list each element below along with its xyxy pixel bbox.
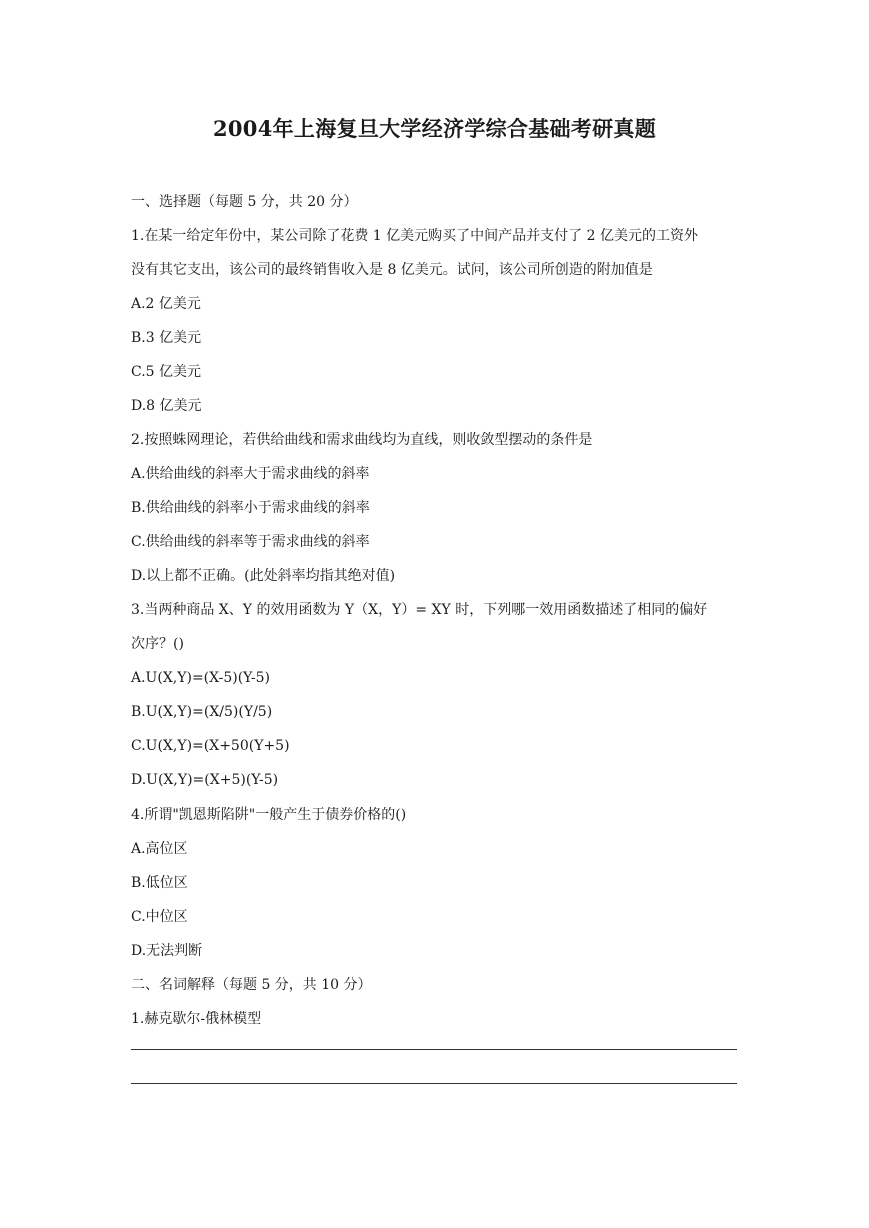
term-1-stem: 1.赫克歇尔-俄林模型 (131, 1011, 262, 1027)
answer-line (131, 1083, 737, 1084)
question-2-option-c: C.供给曲线的斜率等于需求曲线的斜率 (131, 534, 370, 550)
question-2-option-b: B.供给曲线的斜率小于需求曲线的斜率 (131, 500, 370, 516)
question-3-option-b: B.U(X,Y)=(X/5)(Y/5) (131, 704, 273, 720)
question-3-option-a: A.U(X,Y)=(X-5)(Y-5) (131, 670, 270, 686)
section-2-heading: 二、名词解释（每题 5 分，共 10 分） (131, 977, 372, 993)
question-3-stem-line-2: 次序？() (131, 636, 184, 652)
question-1-option-b: B.3 亿美元 (131, 330, 202, 346)
question-4-option-b: B.低位区 (131, 875, 188, 891)
question-3-option-c: C.U(X,Y)=(X+50(Y+5) (131, 738, 290, 754)
question-1-stem-line-1: 1.在某一给定年份中，某公司除了花费 1 亿美元购买了中间产品并支付了 2 亿美元的工资外 (131, 228, 698, 244)
question-4-stem: 4.所谓"凯恩斯陷阱"一般产生于债券价格的() (131, 807, 407, 823)
question-4-option-c: C.中位区 (131, 909, 188, 925)
question-1-option-a: A.2 亿美元 (131, 296, 201, 312)
section-1-heading: 一、选择题（每题 5 分，共 20 分） (131, 194, 358, 210)
question-2-option-d: D.以上都不正确。(此处斜率均指其绝对值) (131, 568, 396, 584)
question-1-option-c: C.5 亿美元 (131, 364, 202, 380)
page-title: 2004年上海复旦大学经济学综合基础考研真题 (212, 116, 657, 141)
question-1-stem-line-2: 没有其它支出，该公司的最终销售收入是 8 亿美元。试问，该公司所创造的附加值是 (131, 262, 653, 278)
question-4-option-a: A.高位区 (131, 841, 188, 857)
question-4-option-d: D.无法判断 (131, 943, 203, 959)
answer-line (131, 1049, 737, 1050)
question-2-option-a: A.供给曲线的斜率大于需求曲线的斜率 (131, 466, 370, 482)
question-3-option-d: D.U(X,Y)=(X+5)(Y-5) (131, 772, 279, 788)
question-1-option-d: D.8 亿美元 (131, 398, 202, 414)
question-2-stem: 2.按照蛛网理论，若供给曲线和需求曲线均为直线，则收敛型摆动的条件是 (131, 432, 593, 448)
question-3-stem-line-1: 3.当两种商品 X、Y 的效用函数为 Y（X，Y）= XY 时，下列哪一效用函数描述了相同的偏好 (131, 602, 708, 618)
